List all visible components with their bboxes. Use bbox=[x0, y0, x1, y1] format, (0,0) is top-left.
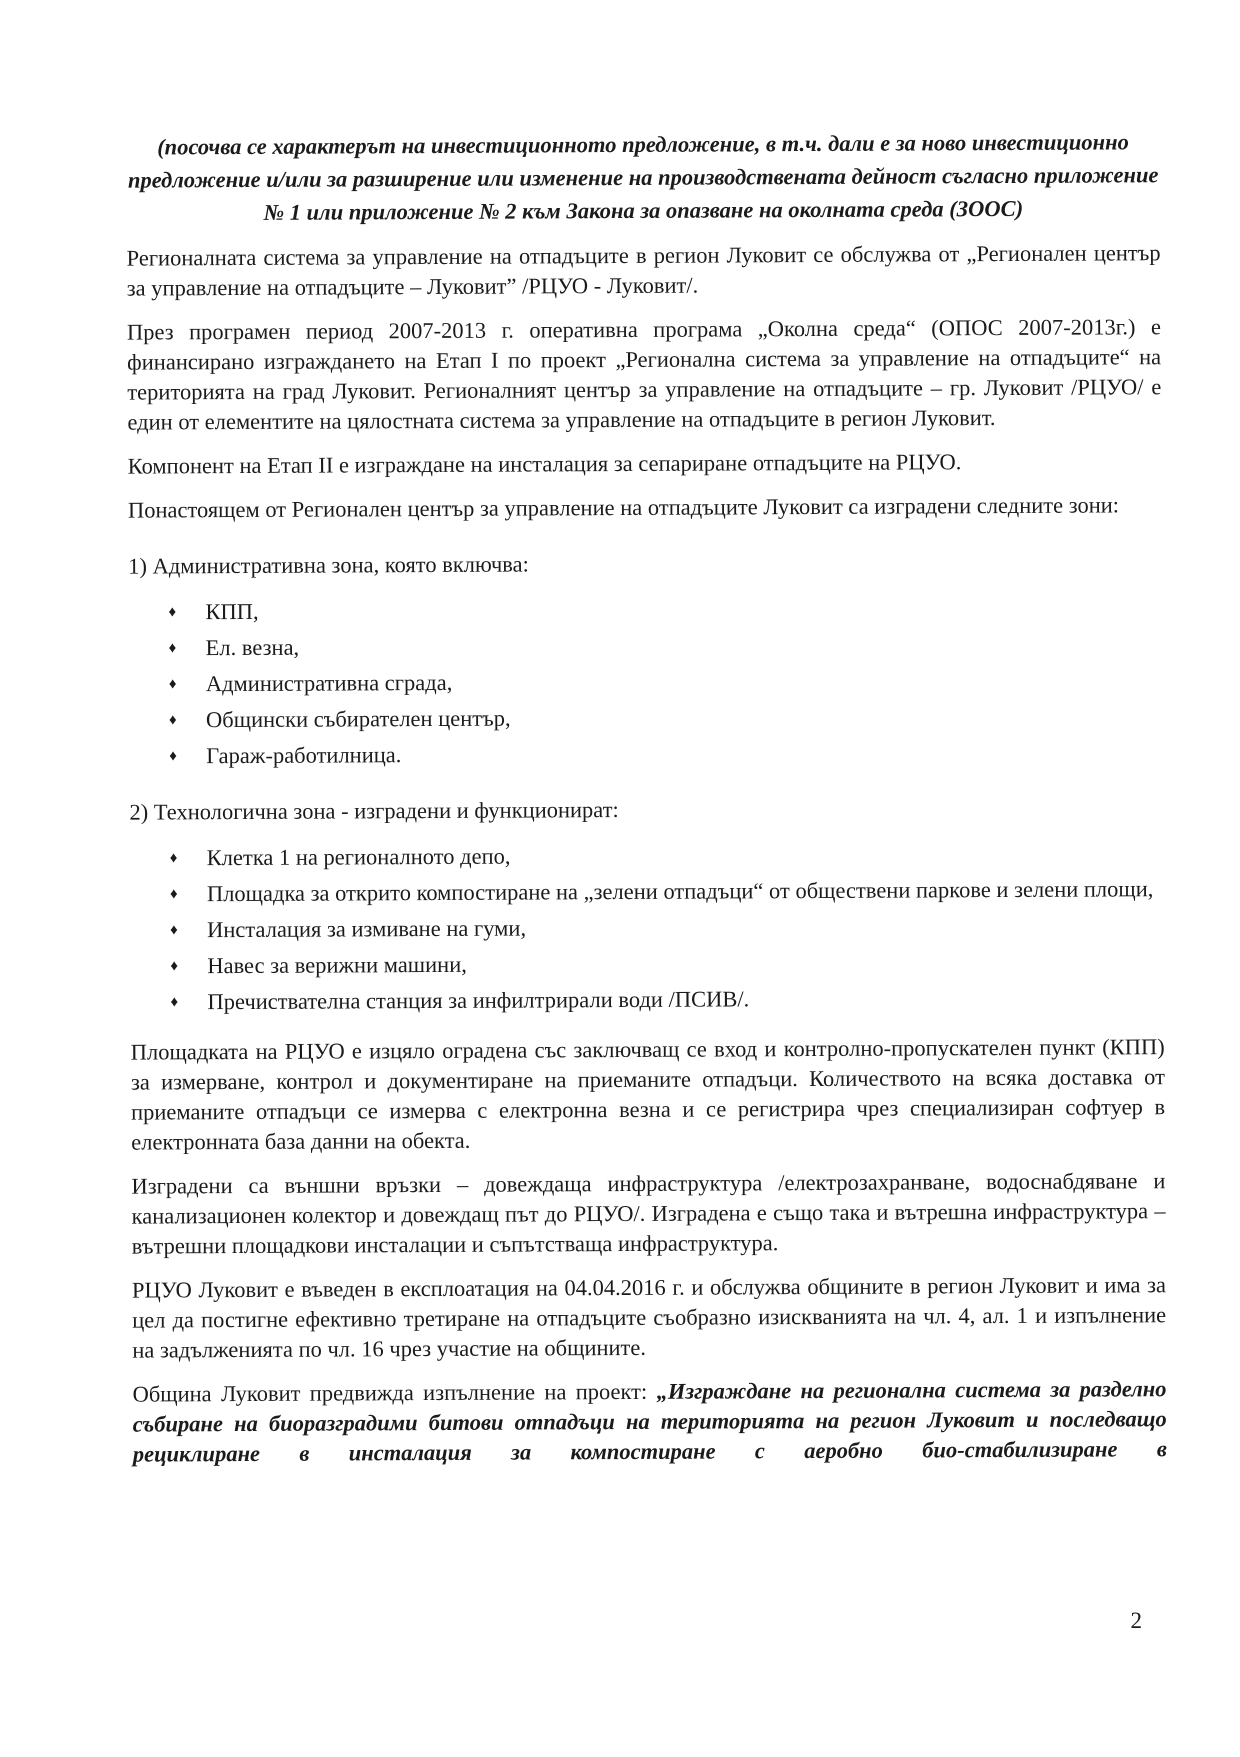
administrative-zone-list bbox=[128, 592, 1163, 771]
section-title-technological-zone: 2) Технологична зона - изградени и функционират: bbox=[129, 797, 619, 825]
diamond-bullet-icon: ♦ bbox=[170, 922, 178, 939]
diamond-bullet-icon: ♦ bbox=[168, 676, 177, 693]
diamond-bullet-icon: ♦ bbox=[169, 886, 178, 903]
list-item-label: Пречиствателна станция за инфилтрирали води /ПСИВ/. bbox=[207, 986, 750, 1015]
list-item bbox=[130, 946, 1164, 981]
list-item-label: Клетка 1 на регионалното депо, bbox=[206, 843, 511, 871]
list-item bbox=[129, 628, 1163, 663]
diamond-bullet-icon: ♦ bbox=[168, 604, 177, 621]
list-item bbox=[130, 982, 1164, 1017]
project-announcement-lead: Община Луковит предвижда изпълнение на проект: bbox=[132, 1378, 657, 1407]
paragraph-commissioning: РЦУО Луковит е въведен в експлоатация на 04.04.2016 г. и обслужва общините в регион Луковит и има за цел да постигне ефективно третиране на отпадъците съобразно изискванията на чл. 4, ал. 1 и изпълнение на задълженията по чл. 16 чрез участие на общините. bbox=[131, 1272, 1167, 1363]
list-item bbox=[128, 592, 1162, 627]
technological-zone-list bbox=[130, 838, 1165, 1017]
paragraph-external-connections: Изградени са външни връзки – довеждаща инфраструктура /електрозахранване, водоснабдяване и канализационен колектор и довеждащ път до РЦУО/. Изградена е също така и вътрешна инфраструктура – вътрешни площадкови инсталации и съпътстваща инфраструктура. bbox=[131, 1168, 1166, 1259]
list-item bbox=[130, 910, 1164, 945]
paragraph-program-period: През програмен период 2007-2013 г. оперативна програма „Околна среда“ (ОПОС 2007-2013г.) е финансирано изграждането на Етап I по проект „Регионална система за управление на отпадъците“ на територията на град Луковит. Регионалният център за управление на отпадъците – гр. Луковит /РЦУО/ е един от елементите на цялостната система за управление на отпадъците в регион Луковит. bbox=[126, 314, 1162, 435]
list-item-label: Инсталация за измиване на гуми, bbox=[207, 915, 527, 943]
list-item-label: Гараж-работилница. bbox=[206, 742, 402, 769]
list-item-label: Административна сграда, bbox=[205, 669, 453, 697]
diamond-bullet-icon: ♦ bbox=[168, 640, 177, 657]
list-item bbox=[129, 736, 1163, 771]
form-instruction-note: (посочва се характерът на инвестиционното предложение, в т.ч. дали е за ново инвестиционно предложение и/или за разширение или изменение на производствената дейност съгласно приложение № 1 или приложение № 2 към Закона за опазване на околната среда (ЗООС) bbox=[127, 129, 1159, 225]
paragraph-project-announcement bbox=[132, 1374, 1166, 1469]
diamond-bullet-icon: ♦ bbox=[169, 748, 177, 765]
list-item bbox=[130, 874, 1164, 909]
list-item-label: Навес за верижни машини, bbox=[207, 951, 467, 979]
page-number: 2 bbox=[1130, 1608, 1142, 1633]
paragraph-stage2-component: Компонент на Етап II е изграждане на инсталация за сепариране отпадъците на РЦУО. bbox=[127, 449, 962, 479]
list-item bbox=[129, 700, 1163, 735]
project-title-italic: „Изграждане на регионална система за разделно събиране на биоразградими битови отпадъци на територията на регион Луковит и последващо рециклиране в инсталация за компостиране с аеробно био-стабилизиране в bbox=[132, 1376, 1167, 1467]
diamond-bullet-icon: ♦ bbox=[170, 994, 179, 1011]
diamond-bullet-icon: ♦ bbox=[168, 712, 177, 729]
paragraph-regional-system: Регионалната система за управление на отпадъците в регион Луковит се обслужва от „Регионален център за управление на отпадъците – Луковит” /РЦУО - Луковит/. bbox=[126, 240, 1161, 301]
paragraph-current-zones: Понастоящем от Регионален център за управление на отпадъците Луковит са изградени следните зони: bbox=[127, 492, 1120, 523]
diamond-bullet-icon: ♦ bbox=[169, 850, 178, 867]
list-item-label: КПП, bbox=[205, 598, 259, 625]
section-title-administrative-zone: 1) Административна зона, която включва: bbox=[128, 551, 529, 579]
list-item-label: Площадка за открито компостиране на „зелени отпадъци“ от обществени паркове и зелени площи, bbox=[206, 876, 1154, 907]
list-item-label: Ел. везна, bbox=[205, 634, 300, 661]
paragraph-site-fencing: Площадката на РЦУО е изцяло оградена със заключващ се вход и контролно-пропускателен пункт (КПП) за измерване, контрол и документиране на приеманите отпадъци. Количеството на всяка доставка от приеманите отпадъци се измерва с електронна везна и се регистрира чрез специализиран софтуер в електронната база данни на обекта. bbox=[130, 1034, 1166, 1155]
list-item bbox=[130, 838, 1164, 873]
list-item-label: Общински събирателен център, bbox=[205, 705, 511, 733]
diamond-bullet-icon: ♦ bbox=[170, 958, 178, 975]
list-item bbox=[129, 664, 1163, 699]
